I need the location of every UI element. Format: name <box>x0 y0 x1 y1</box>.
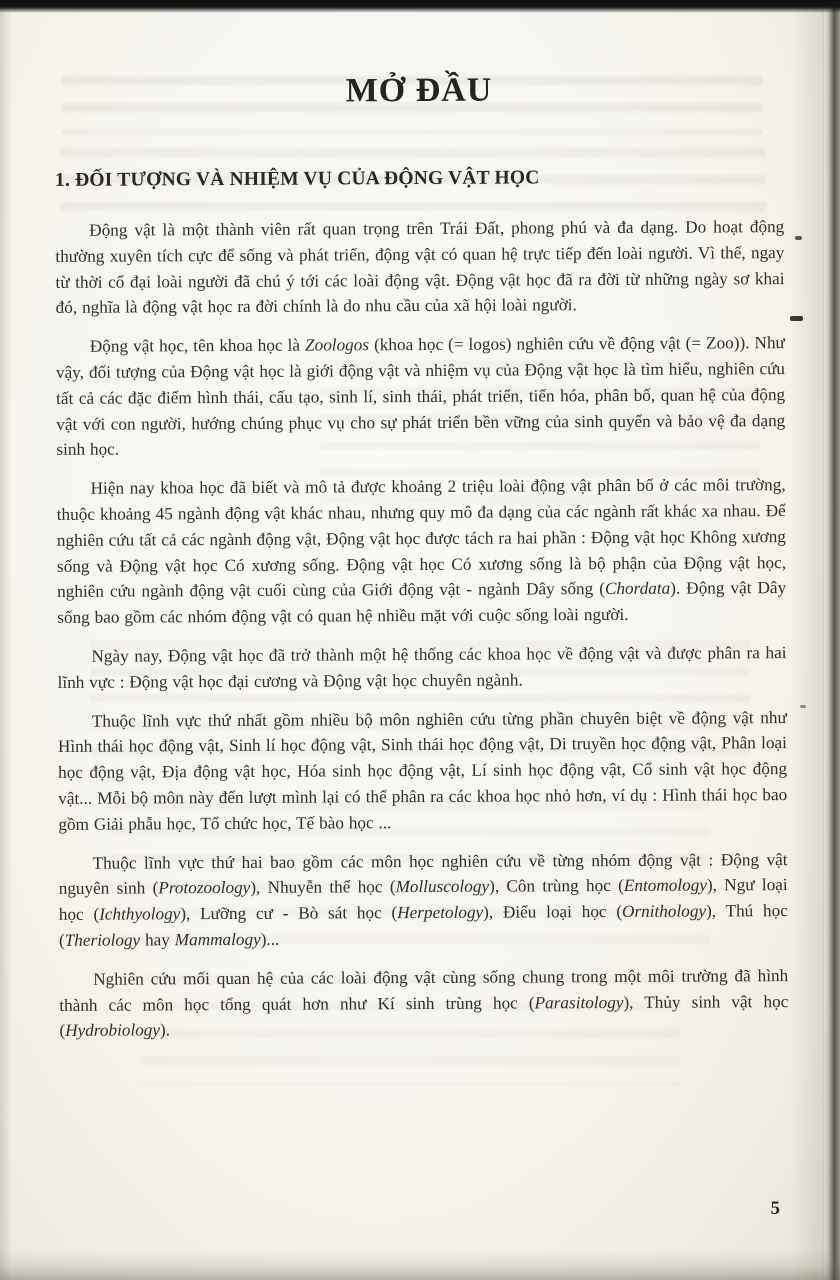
paragraph-text: ), Ngư loại học ( <box>58 875 788 925</box>
paragraph-text: ), Côn trùng học ( <box>489 876 624 896</box>
paragraph-text: Thuộc lĩnh vực thứ nhất gồm nhiều bộ môn nghiên cứu từng phần chuyên biệt về động vật như Hình thái học động vật, Sinh lí học động vật, Sinh thái học động vật, Di truyền học động vật, Phân loại học động vật, Địa động vật học, Hóa sinh học động vật, Lí sinh học động vật, Cổ sinh vật học động vật... Mỗi bộ môn này đến lượt mình lại có thể phân ra các khoa học nhỏ hơn, ví dụ : Hình thái học bao gồm Giải phẫu học, Tổ chức học, Tế bào học ... <box>57 707 788 834</box>
scan-right-shadow <box>790 0 824 1280</box>
paragraph-text: ), Thủy sinh vật học ( <box>59 991 789 1041</box>
paragraph <box>58 705 788 838</box>
latin-term: Chordata <box>604 579 671 599</box>
paragraph-text: Động vật học, tên khoa học là <box>89 335 306 356</box>
paragraph-text: ). Động vật Dây sống bao gồm các nhóm động vật có quan hệ nhiều mặt với cuộc sống loài người. <box>57 578 787 628</box>
latin-term: Zoologos <box>304 335 370 355</box>
latin-term: Herpetology <box>397 902 484 923</box>
latin-term: Entomology <box>623 875 707 896</box>
paragraph-text: Thuộc lĩnh vực thứ hai bao gồm các môn học nghiên cứu về từng nhóm động vật : Động vật nguyên sinh ( <box>58 849 788 899</box>
page-title: MỞ ĐẦU <box>345 71 493 110</box>
paragraph-text: )... <box>260 929 280 949</box>
scan-left-edge <box>0 0 12 1280</box>
section-heading: 1. ĐỐI TƯỢNG VÀ NHIỆM VỤ CỦA ĐỘNG VẬT HỌC <box>54 167 540 191</box>
paragraph-text: ), Điểu loại học ( <box>483 902 623 922</box>
paragraph-text: (khoa học (= logos) nghiên cứu về động vật (= Zoo)). Như vậy, đối tượng của Động vật học là giới động vật và nhiệm vụ của Động vật học là tìm hiểu, nghiên cứu tất cả các đặc điểm hình thái, cấu tạo, sinh lí, sinh thái, phát triển, tiến hóa, phân bố, quan hệ của động vật với con người, hướng chúng phục vụ cho sự phát triển bền vững của sinh quyển và bảo vệ đa dạng sinh học. <box>55 333 786 460</box>
paragraph <box>57 640 786 695</box>
paragraph <box>58 847 788 954</box>
latin-term: Hydrobiology <box>65 1020 161 1041</box>
scan-speck <box>790 316 803 321</box>
paragraph-text: ), Lưỡng cư - Bò sát học ( <box>180 903 398 924</box>
scan-bottom-edge <box>0 1250 840 1280</box>
paragraph <box>55 214 785 321</box>
paragraph-text: ), Thú học ( <box>58 901 788 950</box>
paragraph-text: Động vật là một thành viên rất quan trọng trên Trái Đất, phong phú và đa dạng. Do hoạt động thường xuyên tích cực để sống và phát triển, động vật có quan hệ trực tiếp đến loài người. Vì thế, ngay từ thời cổ đại loài người đã chú ý tới các loài động vật. Động vật học đã ra đời từ những ngày sơ khai đó, nghĩa là động vật học ra đời chính là do nhu cầu của xã hội loài người. <box>55 217 785 318</box>
paragraph-text: Nghiên cứu mối quan hệ của các loài động vật cùng sống chung trong một môi trường đã hình thành các môn học tổng quát hơn như Kí sinh trùng học ( <box>59 965 789 1015</box>
paragraph <box>59 963 788 1044</box>
latin-term: Ornithology <box>621 901 707 922</box>
paragraph-text: Ngày nay, Động vật học đã trở thành một hệ thống các khoa học về động vật và được phân ra hai lĩnh vực : Động vật học đại cương và Động vật học chuyên ngành. <box>57 643 787 692</box>
latin-term: Theriology <box>64 930 141 950</box>
scan-right-edge <box>822 0 840 1280</box>
page-content <box>54 70 788 1057</box>
paragraph <box>57 472 787 631</box>
page-number: 5 <box>770 1198 780 1219</box>
scan-speck <box>800 705 806 708</box>
paragraphs <box>55 214 788 1044</box>
paragraph <box>56 330 786 463</box>
paragraph-text: Hiện nay khoa học đã biết và mô tả được khoảng 2 triệu loài động vật phân bố ở các môi trường, thuộc khoảng 45 ngành động vật khác nhau, nhưng quy mô đa dạng của các ngành rất khác xa nhau. Để nghiên cứu tất cả các ngành động vật, Động vật học được tách ra hai phần : Động vật học Không xương sống và Động vật học Có xương sống. Động vật học Có xương sống là bộ phận của Động vật học, nghiên cứu ngành động vật cuối cùng của Giới động vật - ngành Dây sống ( <box>56 475 787 602</box>
paragraph-text: ). <box>159 1020 171 1040</box>
latin-term: Ichthyology <box>99 904 181 924</box>
latin-term: Protozoology <box>158 878 251 898</box>
latin-term: Molluscology <box>395 876 490 897</box>
scan-speck <box>795 236 802 240</box>
latin-term: Parasitology <box>534 992 624 1012</box>
scan-top-edge <box>0 0 840 13</box>
paragraph-text: hay <box>140 930 175 950</box>
latin-term: Mammalogy <box>174 929 261 950</box>
paragraph-text: ), Nhuyễn thể học ( <box>250 877 396 898</box>
